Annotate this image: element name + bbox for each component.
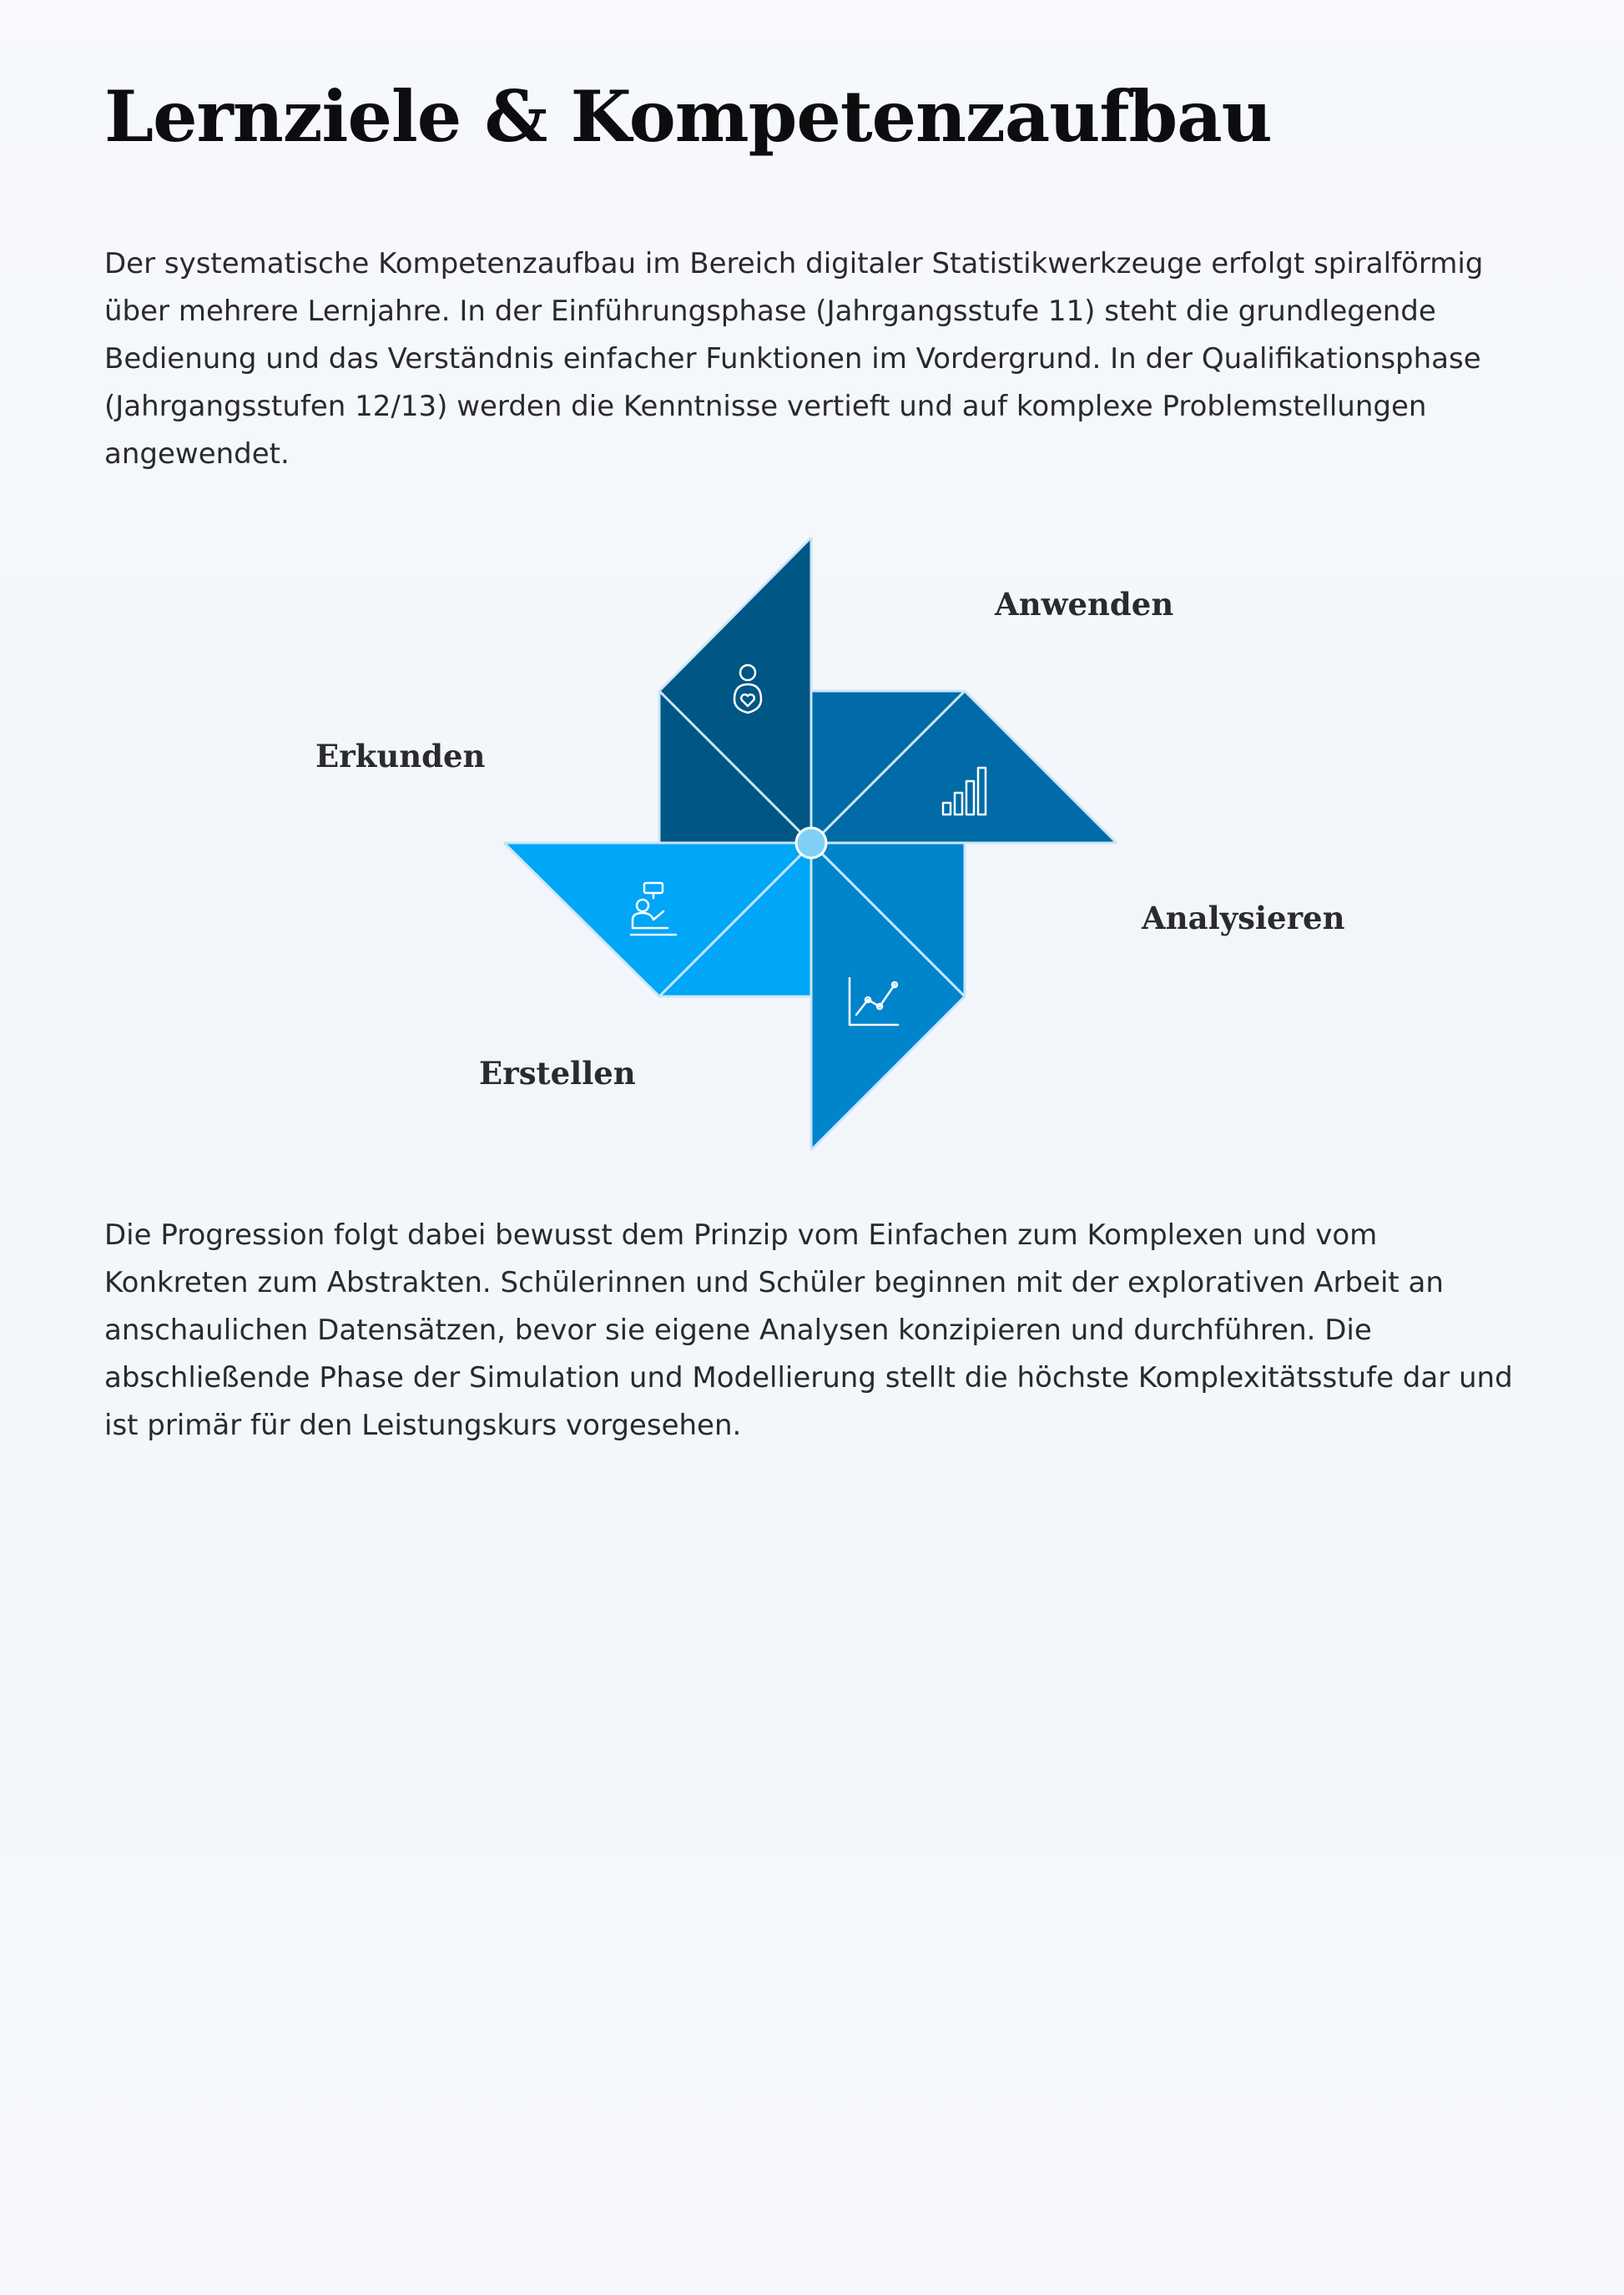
label-anwenden: Anwenden (995, 586, 1174, 623)
label-erstellen: Erstellen (479, 1055, 636, 1092)
pinwheel-graphic (0, 517, 1624, 1168)
blade-anwenden (811, 691, 1117, 843)
blade-analysieren (811, 843, 965, 1150)
pinwheel-diagram (0, 517, 1624, 1168)
intro-paragraph: Der systematische Kompetenzaufbau im Bereich digitaler Statistikwerkzeuge erfolgt spiralförmig über mehrere Lernjahre. In der Einführungsphase (Jahrgangsstufe 11) steht die grundlegende Bedienung und das Verständnis einfacher Funktionen im Vordergrund. In der Qualifikationsphase (Jahrgangsstufen 12/13) werden die Kenntnisse vertieft und auf komplexe Problemstellungen angewendet. (104, 247, 1484, 471)
blade-erstellen (504, 843, 811, 996)
pinwheel-hub (796, 828, 826, 858)
label-analysieren: Analysieren (1142, 900, 1345, 936)
label-erkunden: Erkunden (315, 738, 486, 774)
closing-paragraph: Die Progression folgt dabei bewusst dem Prinzip vom Einfachen zum Komplexen und vom Konkreten zum Abstrakten. Schülerinnen und Schüler beginnen mit der explorativen Arbeit an anschaulichen Datensätzen, bevor sie eigene Analysen konzipieren und durchführen. Die abschließende Phase der Simulation und Modellierung stellt die höchste Komplexitätsstufe dar und ist primär für den Leistungskurs vorgesehen. (104, 1218, 1513, 1442)
page-title: Lernziele & Kompetenzaufbau (104, 75, 1272, 158)
